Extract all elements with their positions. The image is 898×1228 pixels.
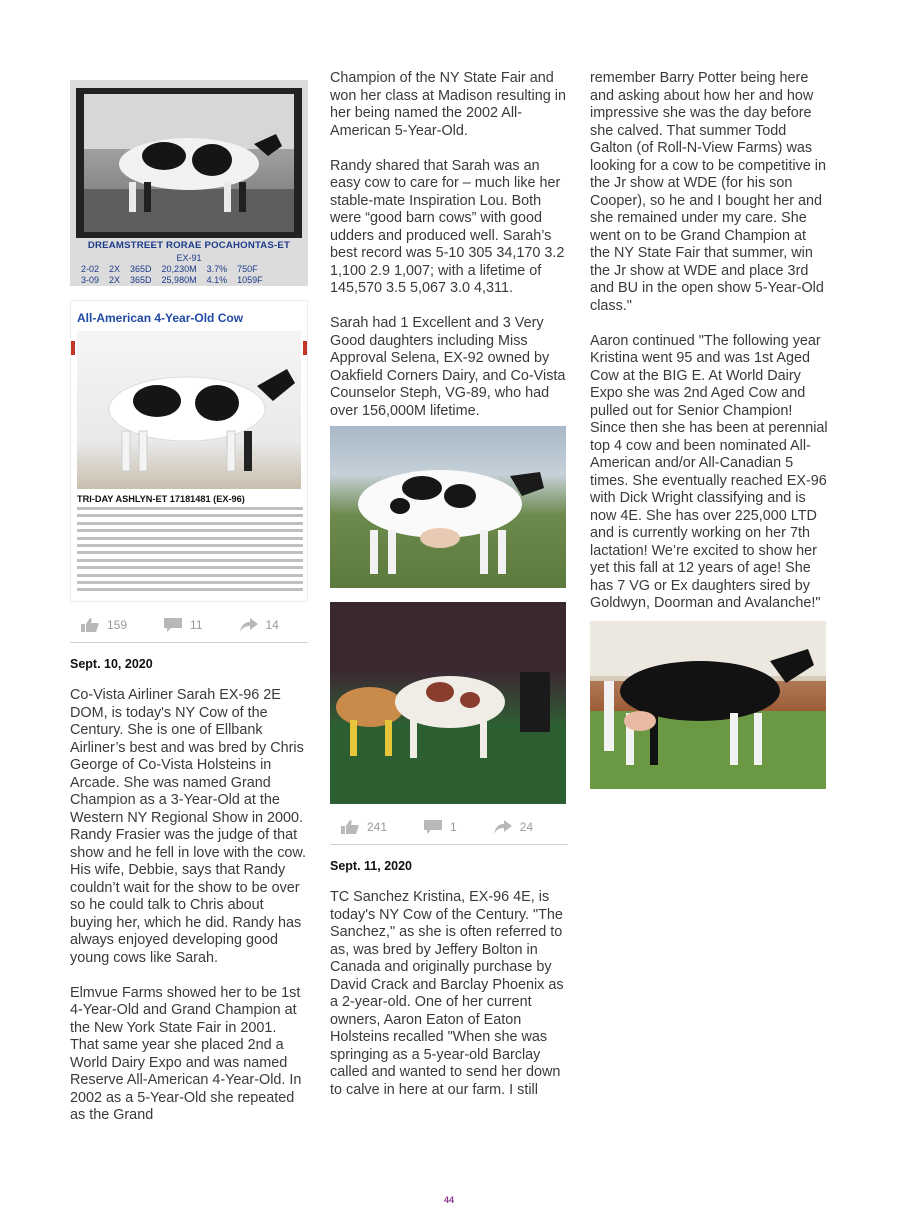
cow-silhouette-bw	[84, 94, 294, 232]
photo-caption-classification: EX-91	[176, 253, 202, 263]
paragraph: Co-Vista Airliner Sarah EX-96 2E DOM, is today's NY Cow of the Century. She is one of Ellbank Airliner’s best and was bred by Chris George of Co-Vista Holsteins in Arcade. She was named Grand Champion as a 3-Year-Old at the Western NY Regional Show in 2000. Randy Frasier was the judge of that show and he fell in love with the cow. His wife, Debbie, says that Randy couldn’t wait for the show to be over so he could talk to Chris about buying her, which he did. Randy has always enjoyed developing good young cows like Sarah.	[70, 687, 306, 966]
table-cell: 4.1%	[206, 275, 228, 285]
social-stats-bar	[330, 810, 568, 845]
likes-group[interactable]	[80, 617, 127, 633]
likes-count: 159	[107, 618, 128, 632]
comments-group[interactable]	[163, 617, 202, 633]
comments-count: 11	[190, 618, 203, 632]
article-text	[330, 889, 568, 1099]
photo-kristina	[590, 621, 826, 789]
likes-group[interactable]	[340, 819, 387, 835]
page-number: 44	[443, 1195, 454, 1205]
production-record-table	[76, 264, 268, 286]
thumbs-up-icon	[80, 617, 100, 633]
table-row	[76, 275, 268, 286]
paragraph: Sarah had 1 Excellent and 3 Very Good daughters including Miss Approval Selena, EX-92 owned by Oakfield Corners Dairy, and Co-Vista Counselor Steph, VG-89, who had over 156,000M lifetime.	[330, 315, 566, 419]
table-cell: 25,980M	[161, 275, 197, 285]
table-row	[76, 264, 268, 275]
photo-sarah-pasture	[330, 426, 566, 588]
likes-count: 241	[367, 820, 388, 834]
photo-show-ring	[330, 602, 566, 804]
comment-icon	[163, 617, 183, 633]
post-date: Sept. 11, 2020	[330, 859, 413, 873]
post-date: Sept. 10, 2020	[70, 657, 153, 671]
photo-image	[84, 94, 294, 232]
thumbs-up-icon	[340, 819, 360, 835]
paragraph: Elmvue Farms showed her to be 1st 4-Year-Old and Grand Champion at the New York State Fair in 2001. That same year she placed 2nd a World Dairy Expo and was named Reserve All-American 4-Year-Old. In 2002 as a 5-Year-Old she repeated as the Grand	[70, 984, 302, 1123]
paragraph: Randy shared that Sarah was an easy cow to care for – much like her stable-mate Inspiration Lou. Both were “good barn cows” with good udders and produced well. Sarah’s best record was 5-10 305 34,170 3.2 1,100 2.9 1,007; with a lifetime of 145,570 3.5 5,067 3.0 4,311.	[330, 157, 565, 296]
ad-fine-print	[77, 507, 303, 596]
column-middle	[330, 70, 568, 1117]
cow-silhouette-ad	[77, 331, 301, 489]
photo-caption-title: DREAMSTREET RORAE POCAHONTAS-ET	[87, 240, 291, 251]
table-cell: 1059F	[237, 275, 263, 285]
shares-group[interactable]	[239, 617, 279, 633]
ad-accent-bar	[303, 341, 307, 355]
photo-all-american-ad	[70, 300, 308, 602]
cow-silhouette-kristina	[590, 621, 826, 789]
article-text	[330, 70, 568, 420]
comments-group[interactable]	[423, 819, 457, 835]
show-ring-scene	[330, 602, 566, 804]
shares-count: 24	[519, 820, 534, 834]
table-cell: 2X	[109, 275, 121, 285]
table-cell: 3.7%	[206, 264, 228, 274]
paragraph: Champion of the NY State Fair and won her class at Madison resulting in her being named the 2002 All-American 5-Year-Old.	[330, 70, 566, 139]
article-text	[590, 70, 828, 613]
column-left	[70, 70, 308, 1142]
paragraph: remember Barry Potter being here and asking about how her and how impressive she was the day before she calved. That summer Todd Galton (of Roll-N-View Farms) was looking for a cow to be competitive in the Jr show at WDE (for his son Cooper), so he and I bought her and she remained under my care. She went on to be Grand Champion at the NY State Fair that summer, win the Jr show at WDE and place 3rd and BU in the open show 5-Year-Old class."	[590, 70, 826, 314]
share-icon	[239, 617, 259, 633]
photo-pocahontas	[70, 80, 308, 286]
comment-icon	[423, 819, 443, 835]
column-right	[590, 70, 828, 789]
article-text	[70, 687, 308, 1125]
social-stats-bar	[70, 608, 308, 643]
ad-accent-bar	[71, 341, 75, 355]
table-cell: 2-02	[81, 264, 100, 274]
shares-count: 14	[265, 618, 279, 632]
shares-group[interactable]	[493, 819, 533, 835]
ad-cow-image	[77, 331, 301, 489]
cow-silhouette-pasture	[330, 426, 566, 588]
ad-cow-name: TRI-DAY ASHLYN-ET 17181481 (EX-96)	[77, 494, 245, 504]
comments-count: 1	[450, 820, 457, 834]
table-cell: 3-09	[81, 275, 100, 285]
table-cell: 365D	[130, 264, 152, 274]
table-cell: 365D	[130, 275, 152, 285]
table-cell: 750F	[237, 264, 258, 274]
table-cell: 20,230M	[161, 264, 197, 274]
paragraph: TC Sanchez Kristina, EX-96 4E, is today's NY Cow of the Century. "The Sanchez," as she is often referred to as, was bred by Jeffery Bolton in Canada and originally purchase by David Crack and Barclay Phoenix as a 2-year-old. One of her current owners, Aaron Eaton of Eaton Holsteins recalled "When she was springing as a 5-year-old Barclay called and wanted to send her down to calve in here at our farm. I still	[330, 889, 564, 1098]
share-icon	[493, 819, 513, 835]
table-cell: 2X	[109, 264, 121, 274]
ad-title: All-American 4-Year-Old Cow	[77, 311, 244, 325]
paragraph: Aaron continued "The following year Kristina went 95 and was 1st Aged Cow at the BIG E. At World Dairy Expo she was 2nd Aged Cow and pulled out for Senior Champion! Since then she has been at perennial top 4 cow and been nominated All-American and/or All-Canadian 5 times. She eventually reached EX-96 with Dick Wright classifying and is now 4E. She has over 225,000 LTD and is currently working on her 7th lactation! We’re excited to show her yet this fall at 12 years of age! She has 7 VG or Ex daughters sired by Goldwyn, Doorman and Avalanche!"	[590, 332, 828, 611]
